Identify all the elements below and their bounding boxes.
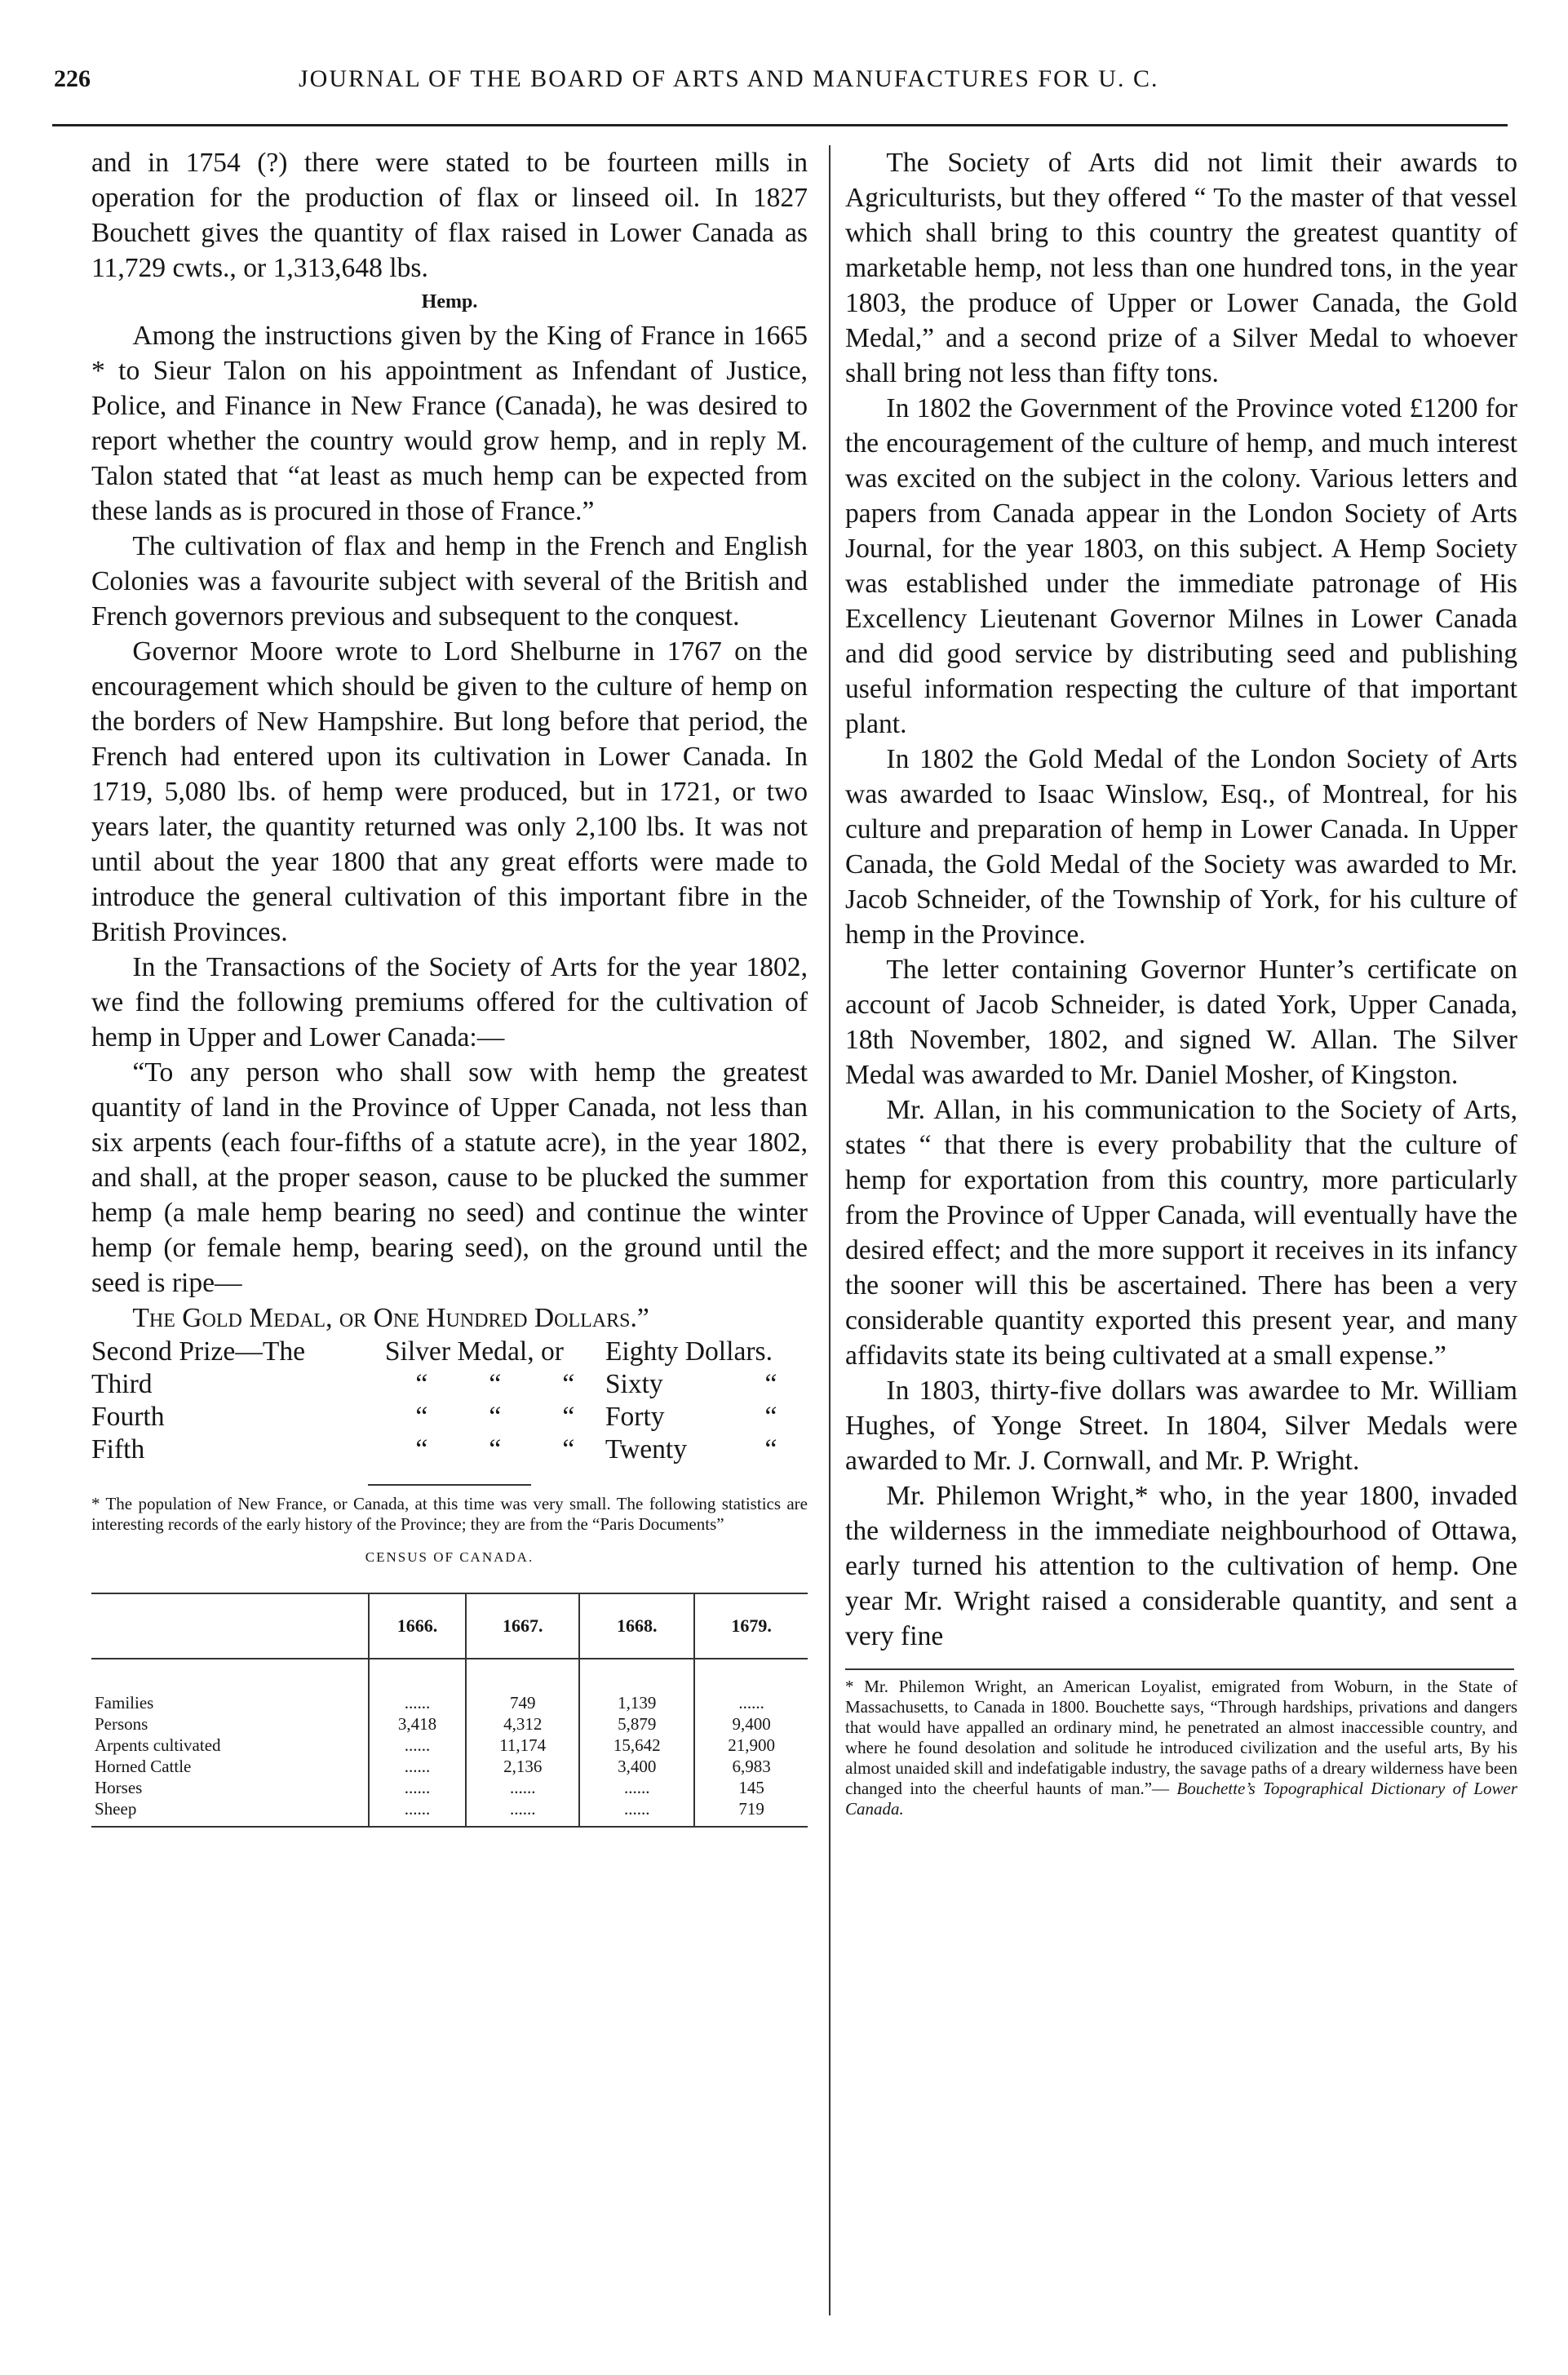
census-cell: 3,400 bbox=[579, 1756, 694, 1777]
census-cell: 719 bbox=[694, 1798, 808, 1827]
census-table bbox=[91, 1593, 808, 1828]
paragraph: In 1803, thirty-five dollars was awardee to Mr. William Hughes, of Yonge Street. In 1804, Silver Medals were awarded to Mr. J. Cornwall, and Mr. P. Wright. bbox=[845, 1376, 1517, 1476]
prize-amount: Eighty Dollars. bbox=[605, 1336, 773, 1367]
census-cell: ...... bbox=[369, 1735, 466, 1756]
census-row bbox=[91, 1777, 808, 1798]
census-label: Persons bbox=[95, 1714, 148, 1734]
footnote-wright bbox=[845, 1677, 1517, 1819]
page-number: 226 bbox=[54, 65, 91, 92]
prize-list bbox=[91, 1336, 808, 1466]
census-header-row bbox=[91, 1593, 808, 1659]
census-cell: ...... bbox=[466, 1777, 579, 1798]
census-label: Horses bbox=[95, 1778, 143, 1797]
prize-label: Fifth bbox=[91, 1434, 145, 1464]
census-row bbox=[91, 1798, 808, 1827]
census-row bbox=[91, 1756, 808, 1777]
census-cell: ...... bbox=[369, 1659, 466, 1713]
census-cell: ...... bbox=[579, 1798, 694, 1827]
census-cell: 15,642 bbox=[579, 1735, 694, 1756]
prize-label: Second Prize—The bbox=[91, 1336, 306, 1367]
paragraph: Among the instructions given by the King of France in 1665 * to Sieur Talon on his appointment as Infendant of Justice, Police, and Finance in New France (Canada), he was desired to report whether the country would grow hemp, and in reply M. Talon stated that “at least as much hemp can be expected from these lands as is procured in those of France.” bbox=[91, 321, 808, 526]
ditto-mark: “ bbox=[489, 1402, 502, 1432]
section-title-hemp: Hemp. bbox=[421, 291, 478, 312]
census-cell: ...... bbox=[466, 1798, 579, 1827]
census-cell: 1,139 bbox=[579, 1659, 694, 1713]
left-column bbox=[91, 145, 808, 1828]
paragraph: The cultivation of flax and hemp in the French and English Colonies was a favourite subject with several of the British and French governors previous and subsequent to the conquest. bbox=[91, 531, 808, 631]
census-label: Arpents cultivated bbox=[95, 1735, 221, 1755]
census-cell: ...... bbox=[579, 1777, 694, 1798]
census-cell: ...... bbox=[369, 1777, 466, 1798]
ditto-mark: “ bbox=[562, 1402, 575, 1432]
prize-medal: Silver Medal, or bbox=[384, 1336, 564, 1367]
ditto-mark: “ bbox=[764, 1402, 777, 1432]
census-corner bbox=[91, 1593, 369, 1659]
page-header bbox=[54, 65, 1506, 106]
census-year: 1666. bbox=[369, 1593, 466, 1659]
ditto-mark: “ bbox=[489, 1434, 502, 1464]
ditto-mark: “ bbox=[562, 1434, 575, 1464]
prize-row bbox=[91, 1368, 808, 1401]
right-column bbox=[845, 145, 1517, 1819]
paragraph: Mr. Allan, in his communication to the Society of Arts, states “ that there is every probability that the culture of hemp for exportation from this country, more particularly from the Province of Upper Canada, will eventually have the desired effect; and the more support it receives in its infancy the sooner will this be ascertained. There has been a very considerable quantity exported this present year, and many affidavits state its being cultivated at a small expense.” bbox=[845, 1095, 1517, 1371]
census-label: Sheep bbox=[91, 1798, 369, 1827]
census-year: 1679. bbox=[694, 1593, 808, 1659]
census-row bbox=[91, 1713, 808, 1735]
footnote-population: * The population of New France, or Canada, at this time was very small. The following statistics are interesting records of the early history of the Province; they are from the “Paris Documents” bbox=[91, 1494, 808, 1534]
census-cell: 2,136 bbox=[466, 1756, 579, 1777]
paragraph: In 1802 the Gold Medal of the London Society of Arts was awarded to Isaac Winslow, Esq., of Montreal, for his culture and preparation of hemp in Lower Canada. In Upper Canada, the Gold Medal of the Society was awarded to Mr. Jacob Schneider, of the Township of York, for his culture of hemp in the Province. bbox=[845, 744, 1517, 950]
prize-label: Fourth bbox=[91, 1402, 165, 1432]
census-cell: 749 bbox=[466, 1659, 579, 1713]
running-head: JOURNAL OF THE BOARD OF ARTS AND MANUFACTURES FOR U. C. bbox=[299, 65, 1159, 92]
census-cell: 4,312 bbox=[466, 1713, 579, 1735]
prize-row bbox=[91, 1336, 808, 1368]
census-cell: 21,900 bbox=[694, 1735, 808, 1756]
census-year: 1668. bbox=[579, 1593, 694, 1659]
census-cell: 9,400 bbox=[694, 1713, 808, 1735]
footnote-source: Bouchette’s Topographical Dictionary of Lower Canada. bbox=[845, 1779, 1518, 1819]
paragraph: The letter containing Governor Hunter’s certificate on account of Jacob Schneider, is dated York, Upper Canada, 18th November, 1802, and signed W. Allan. The Silver Medal was awarded to Mr. Daniel Mosher, of Kingston. bbox=[845, 955, 1517, 1090]
prize-row bbox=[91, 1433, 808, 1466]
paragraph: and in 1754 (?) there were stated to be fourteen mills in operation for the production of flax or linseed oil. In 1827 Bouchett gives the quantity of flax raised in Lower Canada as 11,729 cwts., or 1,313,648 lbs. bbox=[91, 148, 808, 283]
prize-amount: Twenty bbox=[605, 1434, 688, 1464]
census-cell: ...... bbox=[369, 1756, 466, 1777]
paragraph: The Society of Arts did not limit their awards to Agriculturists, but they offered “ To the master of that vessel which shall bring to this country the greatest quantity of marketable hemp, not less than one hundred tons, in the year 1803, the produce of Upper or Lower Canada, the Gold Medal,” and a second prize of a Silver Medal to whoever shall bring not less than fifty tons. bbox=[845, 148, 1517, 388]
footnote-rule bbox=[845, 1668, 1514, 1670]
paragraph: In the Transactions of the Society of Arts for the year 1802, we find the following premiums offered for the cultivation of hemp in Upper and Lower Canada:— bbox=[91, 952, 808, 1052]
header-rule bbox=[52, 124, 1508, 126]
ditto-mark: “ bbox=[415, 1369, 428, 1399]
ditto-mark: “ bbox=[489, 1369, 502, 1399]
prize-label: Third bbox=[91, 1369, 153, 1399]
prize-row bbox=[91, 1401, 808, 1433]
paragraph: Governor Moore wrote to Lord Shelburne in 1767 on the encouragement which should be given to the culture of hemp on the borders of New Hampshire. But long before that period, the French had entered upon its cultivation in Lower Canada. In 1719, 5,080 lbs. of hemp were produced, but in 1721, or two years later, the quantity returned was only 2,100 lbs. It was not until about the year 1800 that any great efforts were made to introduce the general cultivation of this important fibre in the British Provinces. bbox=[91, 636, 808, 947]
census-row bbox=[91, 1735, 808, 1756]
census-year: 1667. bbox=[466, 1593, 579, 1659]
census-cell: 6,983 bbox=[694, 1756, 808, 1777]
census-row bbox=[91, 1659, 808, 1713]
paragraph: In 1802 the Government of the Province voted £1200 for the encouragement of the culture of hemp, and much interest was excited on the subject in the colony. Various letters and papers from Canada appear in the London Society of Arts Journal, for the year 1803, on this subject. A Hemp Society was established under the immediate patronage of His Excellency Lieutenant Governor Milnes in Lower Canada and did good service by distributing seed and publishing useful information respecting the culture of that important plant. bbox=[845, 393, 1517, 739]
census-title: CENSUS OF CANADA. bbox=[365, 1549, 534, 1565]
footnote-rule bbox=[368, 1484, 531, 1486]
census-label: Horned Cattle bbox=[95, 1757, 192, 1776]
ditto-mark: “ bbox=[415, 1434, 428, 1464]
census-cell: 11,174 bbox=[466, 1735, 579, 1756]
ditto-mark: “ bbox=[415, 1402, 428, 1432]
paragraph: Mr. Philemon Wright,* who, in the year 1800, invaded the wilderness in the immediate neighbourhood of Ottawa, early turned his attention to the cultivation of hemp. One year Mr. Wright raised a considerable quantity, and sent a very fine bbox=[845, 1481, 1517, 1651]
ditto-mark: “ bbox=[562, 1369, 575, 1399]
column-divider bbox=[829, 145, 831, 2315]
census-cell: ...... bbox=[694, 1659, 808, 1713]
census-cell: 5,879 bbox=[579, 1713, 694, 1735]
census-cell: 145 bbox=[694, 1777, 808, 1798]
gold-medal-line: The Gold Medal, or One Hundred Dollars.” bbox=[132, 1303, 649, 1333]
ditto-mark: “ bbox=[764, 1434, 777, 1464]
ditto-mark: “ bbox=[764, 1369, 777, 1399]
census-cell: ...... bbox=[369, 1798, 466, 1827]
census-label: Families bbox=[95, 1693, 154, 1713]
prize-amount: Forty bbox=[605, 1402, 665, 1432]
census-cell: 3,418 bbox=[369, 1713, 466, 1735]
prize-amount: Sixty bbox=[605, 1369, 663, 1399]
quotation-paragraph: “To any person who shall sow with hemp the greatest quantity of land in the Province of Upper Canada, not less than six arpents (each four-fifths of a statute acre), in the year 1802, and shall, at the proper season, cause to be plucked the summer hemp (a male hemp bearing no seed) and continue the winter hemp (or female hemp, bearing seed), on the ground until the seed is ripe— bbox=[91, 1057, 808, 1298]
footnote-text: * Mr. Philemon Wright, an American Loyalist, emigrated from Woburn, in the State of Massachusetts, to Canada in 1800. Bouchette says, “Through hardships, privations and dangers that would have appalled an ordinary mind, he penetrated an almost inaccessible country, and where he found desolation and solitude he introduced civilization and the useful arts, By his almost unaided skill and indefatigable industry, the savage paths of a dreary wilderness have been changed into the cheerful haunts of man.”— bbox=[845, 1677, 1517, 1798]
